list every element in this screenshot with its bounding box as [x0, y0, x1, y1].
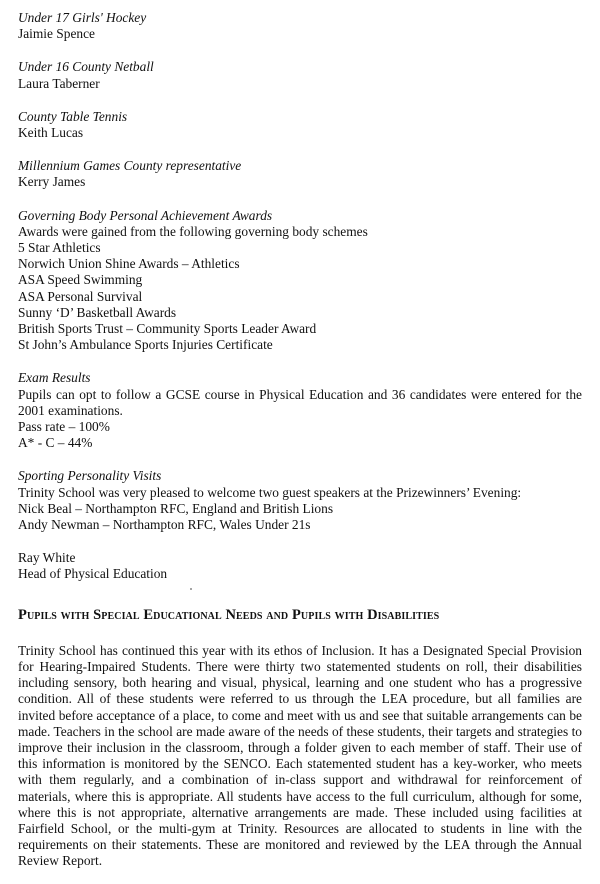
governing-item: ASA Personal Survival	[18, 288, 143, 304]
award-heading: Millennium Games County representative	[18, 158, 242, 174]
governing-item: 5 Star Athletics	[18, 240, 101, 256]
governing-item: British Sports Trust – Community Sports Leader Award	[18, 321, 317, 337]
section-heading: Governing Body Personal Achievement Awards	[18, 207, 273, 223]
award-heading: County Table Tennis	[18, 108, 128, 124]
visits-speaker: Andy Newman – Northampton RFC, Wales Under 21s	[18, 517, 311, 533]
section-heading: Exam Results	[18, 370, 91, 386]
section-heading: Sporting Personality Visits	[18, 468, 162, 484]
signature-name: Ray White	[18, 550, 76, 566]
award-table-tennis	[18, 109, 582, 141]
sporting-personality-visits	[18, 468, 582, 533]
governing-intro: Awards were gained from the following governing body schemes	[18, 223, 368, 239]
exam-pass-rate: Pass rate – 100%	[18, 419, 110, 435]
award-recipient: Keith Lucas	[18, 125, 84, 141]
signature-block	[18, 550, 582, 582]
scan-speck	[190, 588, 192, 590]
governing-item: Norwich Union Shine Awards – Athletics	[18, 256, 240, 272]
governing-item: ASA Speed Swimming	[18, 272, 143, 288]
award-netball	[18, 59, 582, 91]
governing-item: Sunny ‘D’ Basketball Awards	[18, 304, 177, 320]
award-recipient: Kerry James	[18, 174, 86, 190]
award-heading: Under 17 Girls' Hockey	[18, 10, 147, 25]
exam-grades: A* - C – 44%	[18, 435, 93, 451]
visits-intro: Trinity School was very pleased to welcome two guest speakers at the Prizewinners’ Evening:	[18, 484, 522, 500]
award-hockey	[18, 10, 582, 42]
sen-paragraph: Trinity School has continued this year with its ethos of Inclusion. It has a Designated Special Provision for Hearing-Impaired Students. There were thirty two statemented students on roll, their disabilities including sensory, both hearing and visual, physical, learning and one student who has a progressive condition. All of these students were referred to us through the LEA procedure, but all families are invited before acceptance of a place, to come and meet with us and see that suitable arrangements can be made. Teachers in the school are made aware of the needs of these students, their targets and strategies to improve their inclusion in the classroom, through a folder given to each member of staff. Their use of this information is monitored by the SENCO. Each statemented student has a key-worker, who meets with them regularly, and a combination of in-class support and withdrawal for reinforcement of materials, where this is appropriate. All students have access to the full curriculum, although for some, where this is not appropriate, alternative arrangements are made. These included using facilities at Fairfield School, or the multi-gym at Trinity. Resources are allocated to students in line with the requirements on their statements. These are monitored and reviewed by the LEA through the Annual Review Report.	[18, 642, 582, 869]
award-recipient: Laura Taberner	[18, 75, 100, 91]
exam-paragraph: Pupils can opt to follow a GCSE course in Physical Education and 36 candidates were entered for the 2001 examinations.	[18, 386, 582, 418]
award-millennium-games	[18, 158, 582, 190]
visits-speaker: Nick Beal – Northampton RFC, England and British Lions	[18, 500, 334, 516]
exam-results	[18, 370, 582, 451]
governing-item: St John’s Ambulance Sports Injuries Certificate	[18, 337, 273, 353]
award-heading: Under 16 County Netball	[18, 59, 154, 75]
sen-heading: Pupils with Special Educational Needs and Pupils with Disabilities	[18, 606, 440, 623]
governing-body-awards	[18, 208, 582, 354]
award-recipient: Jaimie Spence	[18, 26, 95, 42]
signature-title: Head of Physical Education	[18, 566, 168, 582]
